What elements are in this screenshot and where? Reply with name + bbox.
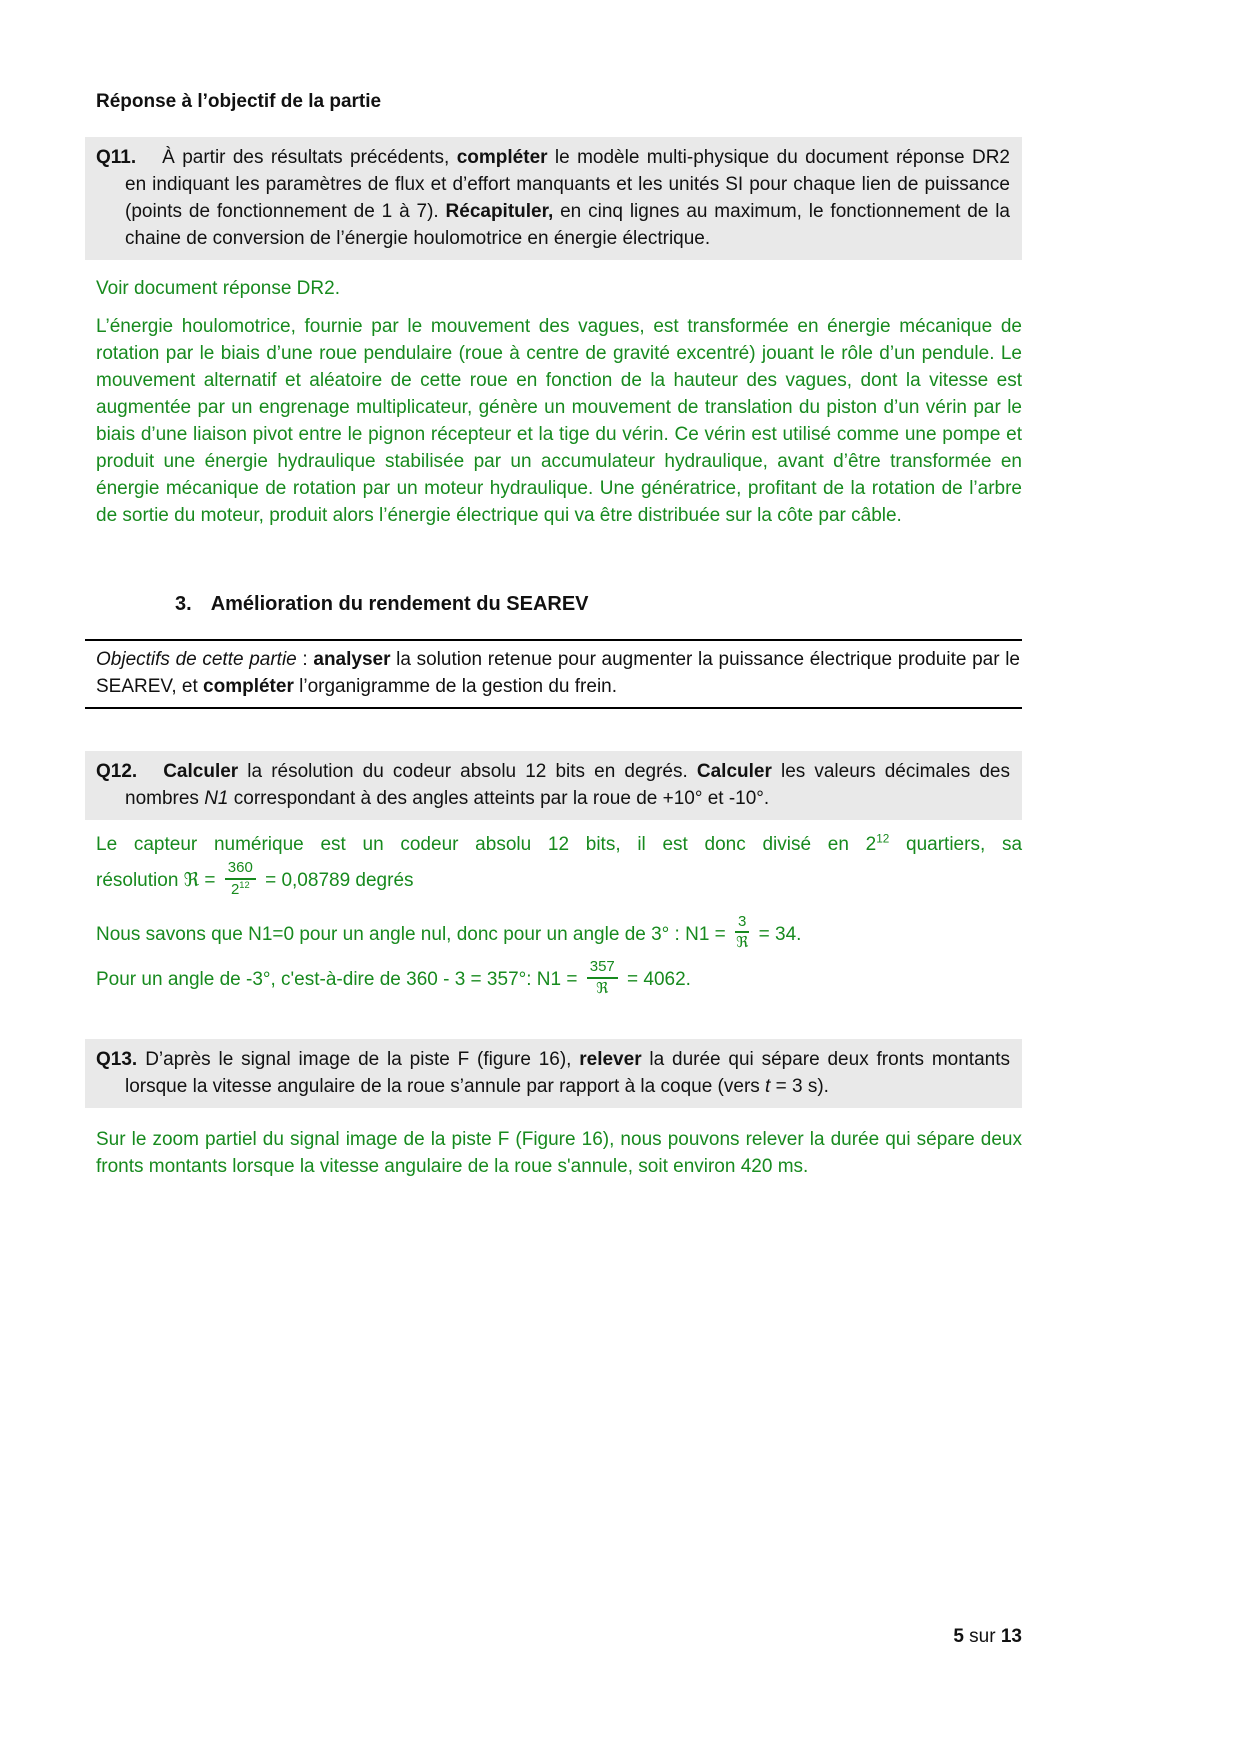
answer-q12-line4: Pour un angle de -3°, c'est-à-dire de 360 - 3 = 357°: N1 = $\frac{357}{\text{ℜ}}$ = 4062. [96,958,691,997]
answer-q11-paragraph: L’énergie houlomotrice, fournie par le mouvement des vagues, est transformée en énergie mécanique de rotation par le biais d’une roue pendulaire (roue à centre de gravité excentré) jouant le rôle d’un pendule. Le mouvement alternatif et aléatoire de cette roue en fonction de la hauteur des vagues, dont la vitesse est augmentée par un engrenage multiplicateur, génère un mouvement de translation du piston d’un vérin par le biais d’une liaison pivot entre le pignon récepteur et la tige du vérin. Ce vérin est utilisé comme une pompe et produit une énergie hydraulique stabilisée par un accumulateur hydraulique, avant d’être transformée en énergie mécanique de rotation par un moteur hydraulique. Une génératrice, profitant de la rotation de l’arbre de sortie du moteur, produit alors l’énergie électrique qui va être distribuée sur la côte par câble. [96,316,1022,526]
section3-number: 3. [175,593,192,615]
question-q11-body: À partir des résultats précédents, compléter le modèle multi-physique du document réponse DR2 en indiquant les paramètres de flux et d’effort manquants et les unités SI pour chaque lien de puissance (points de fonctionnement de 1 à 7). Récapituler, en cinq lignes au maximum, le fonctionnement de la chaine de conversion de l’énergie houlomotrice en énergie électrique. [125,147,1010,249]
objectifs-box [85,639,1022,709]
answer-q13-paragraph: Sur le zoom partiel du signal image de la piste F (Figure 16), nous pouvons relever la durée qui sépare deux fronts montants lorsque la vitesse angulaire de la roue s'annule, soit environ 420 ms. [96,1128,1022,1177]
question-q13-body: D’après le signal image de la piste F (figure 16), relever la durée qui sépare deux fronts montants lorsque la vitesse angulaire de la roue s’annule par rapport à la coque (vers t = 3 s). [125,1048,1010,1097]
response-objective-heading: Réponse à l’objectif de la partie [96,91,382,112]
page-number: 5 sur 13 [953,1626,1022,1647]
question-q12-body: Calculer la résolution du codeur absolu 12 bits en degrés. Calculer les valeurs décimales des nombres N1 correspondant à des angles atteints par la roue de +10° et -10°. [125,761,1010,809]
objectifs-text: Objectifs de cette partie : analyser la solution retenue pour augmenter la puissance électrique produite par le SEAREV, et compléter l’organigramme de la gestion du frein. [96,649,1020,697]
answer-q12-line1: Le capteur numérique est un codeur absolu 12 bits, il est donc divisé en $2^{12}$ quartiers, sa [96,832,1023,855]
question-q13-text [96,1046,1010,1100]
question-q11-block [85,137,1022,260]
answer-q12 [96,831,1022,999]
answer-q12-line3: Nous savons que N1=0 pour un angle nul, donc pour un angle de 3° : N1 = $\frac{3}{\text{ℜ}}$ = 34. [96,912,802,952]
question-q12-label: Q12. [96,761,138,782]
question-q11-label: Q11. [96,147,137,168]
question-q13-label: Q13. [96,1048,138,1070]
section3-title: Amélioration du rendement du SEAREV [210,593,589,615]
question-q12-block [85,751,1022,820]
question-q11-text [96,144,1010,252]
page-content [85,88,1022,1180]
question-q12-text [96,758,1010,812]
answer-q12-line2: résolution ℜ = $\frac{360}{2^{12}}$ = 0,08789 degrés [96,859,414,898]
answer-q11-intro: Voir document réponse DR2. [96,278,340,299]
question-q13-block [85,1039,1022,1108]
section3-heading [175,591,1022,618]
